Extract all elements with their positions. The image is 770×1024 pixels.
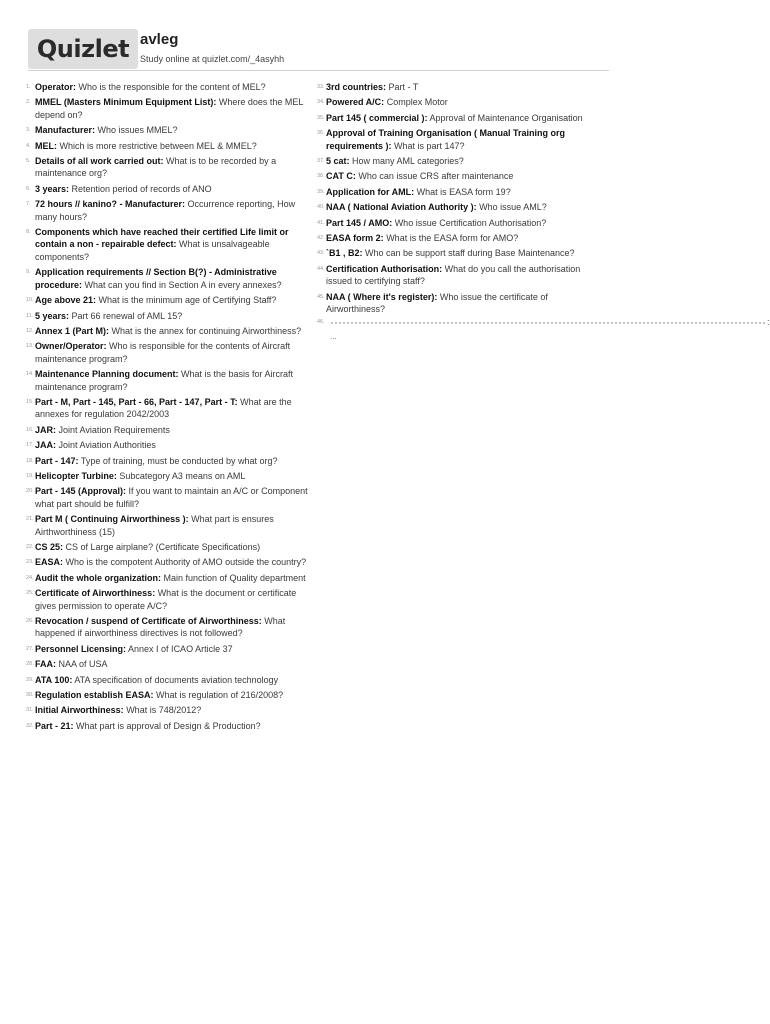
entry-term: CAT C:	[326, 171, 356, 182]
flashcard-entry	[317, 170, 602, 182]
entry-definition: What is unsalvageable components?	[35, 239, 270, 262]
entry-number: 4.	[26, 142, 31, 149]
entry-definition: What is the annex for continuing Airworthiness?	[109, 325, 302, 336]
page-header	[28, 29, 609, 71]
entry-definition: Complex Motor	[384, 97, 448, 108]
entry-definition: Who can be support staff during Base Maintenance?	[362, 248, 575, 259]
entry-definition: What part is ensures Airthworthiness (15)	[35, 514, 274, 537]
entry-definition: What are the annexes for regulation 2042/2003	[35, 396, 292, 420]
entry-number: 23.	[26, 559, 34, 566]
entry-number: 9.	[26, 269, 31, 276]
entry-term: Manufacturer:	[35, 125, 96, 136]
entry-number: 32.	[26, 722, 34, 729]
entry-term: Part - M, Part - 145, Part - 66, Part - 147, Part - T:	[35, 396, 238, 407]
entry-term: FAA:	[35, 659, 56, 670]
entry-definition: What can you find in Section A in every annexes?	[82, 279, 282, 290]
entry-number: 46.	[317, 318, 325, 325]
entry-definition: Part - T	[386, 82, 419, 92]
entry-number: 34.	[317, 99, 325, 106]
entry-definition: Joint Aviation Requirements	[56, 424, 170, 435]
entry-number: 45.	[317, 293, 325, 300]
study-url-link[interactable]: quizlet.com/_4asyhh	[202, 54, 285, 64]
left-column	[26, 81, 308, 735]
flashcard-entry	[317, 96, 602, 108]
entry-term: Annex 1 (Part M):	[35, 325, 110, 336]
entry-number: 18.	[26, 457, 34, 464]
entry-number: 38.	[317, 173, 325, 180]
entry-definition: Retention period of records of ANO	[69, 183, 212, 194]
entry-number: 22.	[26, 544, 34, 550]
entry-term: Application for AML:	[326, 186, 415, 197]
entry-definition: What is to be recorded by a maintenance org?	[35, 156, 277, 179]
entry-term: EASA form 2:	[326, 233, 384, 244]
flashcard-entry	[317, 186, 602, 198]
entry-term: Application requirements // Section B(?) - Administrative procedure:	[35, 267, 277, 290]
flashcard-entry	[26, 541, 308, 553]
entry-number: 6.	[26, 185, 31, 192]
entry-definition: Main function of Quality department	[161, 572, 306, 583]
entry-definition: What part is approval of Design & Production?	[73, 720, 261, 731]
entry-definition: Occurrence reporting, How many hours?	[35, 199, 296, 222]
entry-term: Components which have reached their certified Life limit or contain a non - repairable defect:	[35, 227, 289, 250]
entry-term: 5 years:	[35, 310, 70, 321]
entry-number: 20.	[26, 488, 34, 495]
entry-definition: Part 66 renewal of AML 15?	[69, 310, 183, 321]
entry-number: 12.	[26, 327, 34, 334]
entry-definition: CS of Large airplane? (Certificate Specifications)	[63, 542, 261, 552]
entry-definition: What is the basis for Aircraft maintenance program?	[35, 369, 294, 392]
entry-definition: ATA specification of documents aviation technology	[72, 674, 279, 685]
flashcard-entry	[26, 266, 308, 291]
flashcard-entry	[26, 140, 308, 152]
right-column	[317, 81, 770, 345]
entry-definition: Who issue Certification Authorisation?	[392, 217, 547, 228]
flashcard-entry	[26, 325, 308, 337]
entry-number: 27.	[26, 645, 34, 652]
entry-number: 35.	[317, 114, 325, 121]
entry-term: 3 years:	[35, 183, 70, 194]
entry-term: NAA ( National Aviation Authority ):	[326, 202, 477, 213]
flashcard-entry	[317, 201, 602, 213]
flashcard-entry	[26, 124, 308, 136]
entry-term: Owner/Operator:	[35, 341, 107, 352]
flashcard-entry	[26, 424, 308, 436]
entry-term: JAR:	[35, 424, 57, 435]
entry-term: Initial Airworthiness:	[35, 705, 124, 716]
entry-number: 15.	[26, 398, 34, 405]
entry-term: Audit the whole organization:	[35, 572, 161, 583]
entry-number: 13.	[26, 343, 34, 350]
entry-number: 28.	[26, 661, 34, 668]
flashcard-entry	[26, 513, 308, 538]
entry-definition: What is 748/2012?	[123, 705, 202, 716]
entry-term: 5 cat:	[326, 156, 350, 167]
entry-term: Powered A/C:	[326, 97, 385, 108]
entry-number: 10.	[26, 297, 34, 304]
flashcard-entry	[317, 155, 602, 167]
flashcard-entry	[317, 263, 602, 288]
flashcard-entry	[317, 291, 602, 316]
entry-definition: What is the document or certificate gives permission to operate A/C?	[35, 588, 297, 611]
entry-definition: Joint Aviation Authorities	[56, 440, 156, 451]
entry-term: MMEL (Masters Minimum Equipment List):	[35, 97, 217, 108]
flashcard-entry	[317, 127, 602, 152]
entry-number: 19.	[26, 472, 34, 479]
entry-term: NAA ( Where it's register):	[326, 291, 438, 302]
flashcard-entry	[317, 112, 602, 124]
entry-term: Helicopter Turbine:	[35, 470, 117, 481]
entry-number: 7.	[26, 201, 31, 208]
flashcard-entry	[26, 183, 308, 195]
entry-definition: Who issues MMEL?	[95, 125, 178, 136]
entry-term: Certificate of Airworthiness:	[35, 588, 156, 599]
entry-term: 3rd countries:	[326, 82, 387, 92]
entry-number: 30.	[26, 692, 34, 699]
flashcard-entry	[317, 247, 602, 259]
entry-definition: What is part 147?	[391, 140, 465, 151]
entry-term: Regulation establish EASA:	[35, 690, 154, 701]
entry-number: 36.	[317, 130, 325, 137]
entry-definition: Who is the responsible for the content of MEL?	[76, 82, 266, 92]
entry-number: 39.	[317, 188, 325, 195]
entry-term: Part - 145 (Approval):	[35, 486, 127, 497]
entry-definition: How many AML categories?	[349, 156, 464, 167]
entry-number: 5.	[26, 158, 31, 165]
flashcard-entry	[26, 658, 308, 670]
entry-term: Operator:	[35, 82, 77, 92]
dotted-line-end: :	[767, 316, 770, 327]
flashcard-entry	[26, 81, 308, 93]
entry-term: Part - 147:	[35, 455, 79, 466]
quizlet-logo: Quizlet	[28, 29, 138, 69]
entry-definition: Subcategory A3 means on AML	[116, 470, 246, 481]
entry-definition: NAA of USA	[56, 659, 108, 670]
entry-number: 33.	[317, 84, 325, 90]
entry-number: 44.	[317, 265, 325, 272]
flashcard-entry	[26, 96, 308, 121]
entry-number: 2.	[26, 99, 31, 106]
entry-definition: Approval of Maintenance Organisation	[427, 112, 583, 123]
flashcard-entry	[317, 232, 602, 244]
entry-definition: Who is responsible for the contents of Aircraft maintenance program?	[35, 341, 291, 364]
entry-number: 40.	[317, 204, 325, 211]
entry-term: 72 hours // kanino? - Manufacturer:	[35, 199, 186, 210]
entry-number: 37.	[317, 158, 325, 165]
entry-definition: What is regulation of 216/2008?	[153, 690, 284, 701]
flashcard-entry	[26, 615, 308, 640]
entry-term: Revocation / suspend of Certificate of Airworthiness:	[35, 616, 262, 627]
entry-term: EASA:	[35, 557, 64, 568]
flashcard-entry	[26, 368, 308, 393]
flashcard-entry	[26, 455, 308, 467]
set-title: avleg	[140, 31, 179, 48]
flashcard-entry	[317, 81, 602, 93]
flashcard-entry	[26, 704, 308, 716]
flashcard-entry	[26, 556, 308, 568]
entry-definition: What is the EASA form for AMO?	[383, 233, 519, 244]
entry-definition: If you want to maintain an A/C or Component what part should be fulfill?	[35, 486, 308, 509]
entry-term: ATA 100:	[35, 674, 73, 685]
entry-definition: What happened if airworthiness directives is not followed?	[35, 616, 286, 639]
flashcard-entry	[26, 674, 308, 686]
study-online-label: Study online at	[140, 54, 203, 64]
header-divider	[28, 70, 609, 71]
entry-definition: Who issue AML?	[476, 202, 547, 213]
entry-number: 16.	[26, 426, 34, 433]
flashcard-entry	[26, 396, 308, 421]
entry-term: JAA:	[35, 440, 57, 451]
blank-entry	[317, 316, 770, 345]
entry-number: 41.	[317, 219, 325, 226]
flashcard-entry	[26, 340, 308, 365]
flashcard-entry	[317, 217, 602, 229]
entry-definition: Who is the compotent Authority of AMO outside the country?	[63, 557, 307, 568]
entry-definition: Which is more restrictive between MEL & MMEL?	[57, 140, 257, 151]
flashcard-entry	[26, 470, 308, 482]
entry-term: Part 145 ( commercial ):	[326, 112, 428, 123]
entry-number: 17.	[26, 442, 34, 449]
flashcard-entry	[26, 155, 308, 180]
entry-number: 42.	[317, 235, 325, 242]
entry-term: Details of all work carried out:	[35, 156, 164, 167]
entry-number: 31.	[26, 707, 34, 714]
entry-term: Approval of Training Organisation ( Manual Training org requirements ):	[326, 128, 566, 151]
flashcard-entry	[26, 485, 308, 510]
flashcard-entry	[26, 572, 308, 584]
entry-number: 1.	[26, 84, 31, 90]
flashcard-entry	[26, 294, 308, 306]
entry-definition: What is the minimum age of Certifying Staff?	[96, 295, 277, 306]
entry-term: Part 145 / AMO:	[326, 217, 393, 228]
entry-term: Certification Authorisation:	[326, 263, 443, 274]
entry-number: 3.	[26, 127, 31, 134]
entry-term: Personnel Licensing:	[35, 643, 127, 654]
flashcard-entry	[26, 226, 308, 263]
entry-definition: What is EASA form 19?	[414, 186, 511, 197]
flashcard-entry	[26, 689, 308, 701]
entry-number: 14.	[26, 371, 34, 378]
entry-term: `B1 , B2:	[326, 248, 363, 259]
dotted-answer-line	[330, 322, 766, 324]
entry-term: Part M ( Continuing Airworthiness ):	[35, 514, 189, 525]
entry-term: Part - 21:	[35, 720, 74, 731]
entry-definition: What do you call the authorisation issued to certifying staff?	[326, 263, 581, 287]
entry-definition: Annex I of ICAO Article 37	[126, 643, 233, 654]
flashcard-entry	[26, 720, 308, 732]
entry-definition: Where does the MEL depend on?	[35, 97, 304, 120]
entry-number: 43.	[317, 250, 325, 257]
flashcard-entry	[26, 587, 308, 612]
flashcard-entry	[26, 198, 308, 223]
entry-number: 26.	[26, 618, 34, 625]
flashcard-entry	[26, 439, 308, 451]
entry-term: Age above 21:	[35, 295, 97, 306]
entry-definition: Who can issue CRS after maintenance	[355, 171, 514, 182]
entry-number: 11.	[26, 312, 34, 319]
entry-number: 24.	[26, 574, 34, 581]
entry-term: Maintenance Planning document:	[35, 369, 179, 380]
study-online-line	[140, 54, 284, 64]
entry-number: 29.	[26, 676, 34, 683]
entry-definition: Who issue the certificate of Airworthiness?	[326, 291, 548, 315]
entry-number: 21.	[26, 516, 34, 523]
entry-number: 25.	[26, 590, 34, 597]
entry-definition: Type of training, must be conducted by what org?	[78, 455, 278, 466]
entry-term: CS 25:	[35, 542, 64, 552]
entry-ellipsis: ...	[330, 331, 337, 341]
flashcard-entry	[26, 643, 308, 655]
flashcard-entry	[26, 310, 308, 322]
entry-number: 8.	[26, 229, 31, 236]
entry-term: MEL:	[35, 140, 57, 151]
